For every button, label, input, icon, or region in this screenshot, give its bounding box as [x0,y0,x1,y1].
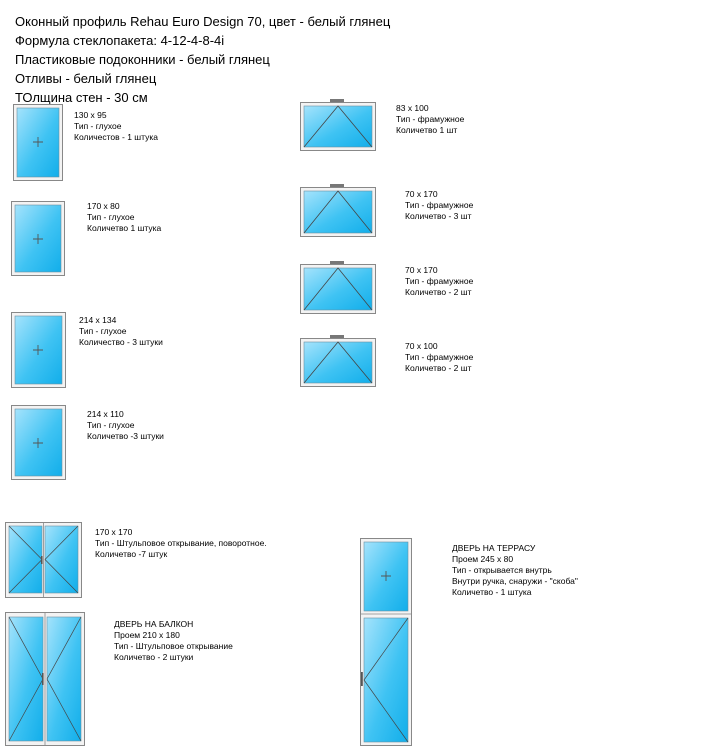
fixed-window-130x95 [13,104,63,181]
transom-window-70x100 [300,335,376,387]
label-transom-4: 70 x 100 Тип - фрамужное Количетво - 2 шт [405,341,474,373]
fixed-window-214x110 [11,405,66,480]
label-window-2: 170 x 80 Тип - глухое Количетво 1 штука [87,201,162,233]
wall-thickness-line: ТОлщина стен - 30 см [15,90,148,105]
transom-window-70x170-b [300,261,376,314]
label-transom-2: 70 x 170 Тип - фрамужное Количетво - 3 шт [405,189,474,221]
label-window-1: 130 x 95 Тип - глухое Количестов - 1 штука [74,110,158,142]
transom-window-70x170-a [300,184,376,237]
fixed-window-214x134 [11,312,66,388]
label-balcony-door: ДВЕРЬ НА БАЛКОН Проем 210 х 180 Тип - Штульповое открывание Количетво - 2 штуки [114,619,233,662]
label-terrace-door: ДВЕРЬ НА ТЕРРАСУ Проем 245 х 80 Тип - открывается внутрь Внутри ручка, снаружи - "скоба" Количетво - 1 штука [452,543,578,597]
label-transom-3: 70 x 170 Тип - фрамужное Количетво - 2 шт [405,265,474,297]
double-casement-window-170x170 [5,522,82,598]
label-window-3: 214 x 134 Тип - глухое Количество - 3 штуки [79,315,163,347]
transom-window-83x100 [300,99,376,151]
label-window-4: 214 x 110 Тип - глухое Количетво -3 штуки [87,409,164,441]
label-double-window: 170 x 170 Тип - Штульповое открывание, поворотное. Количетво -7 штук [95,527,267,559]
drains-line: Отливы - белый глянец [15,71,157,86]
balcony-door [5,612,85,746]
spec-header [15,12,390,107]
sills-line: Пластиковые подоконники - белый глянец [15,52,270,67]
terrace-door [360,538,412,746]
glass-formula-line: Формула стеклопакета: 4-12-4-8-4i [15,33,225,48]
label-transom-1: 83 x 100 Тип - фрамужное Количетво 1 шт [396,103,465,135]
fixed-window-170x80 [11,201,65,276]
profile-line: Оконный профиль Rehau Euro Design 70, цвет - белый глянец [15,14,391,29]
